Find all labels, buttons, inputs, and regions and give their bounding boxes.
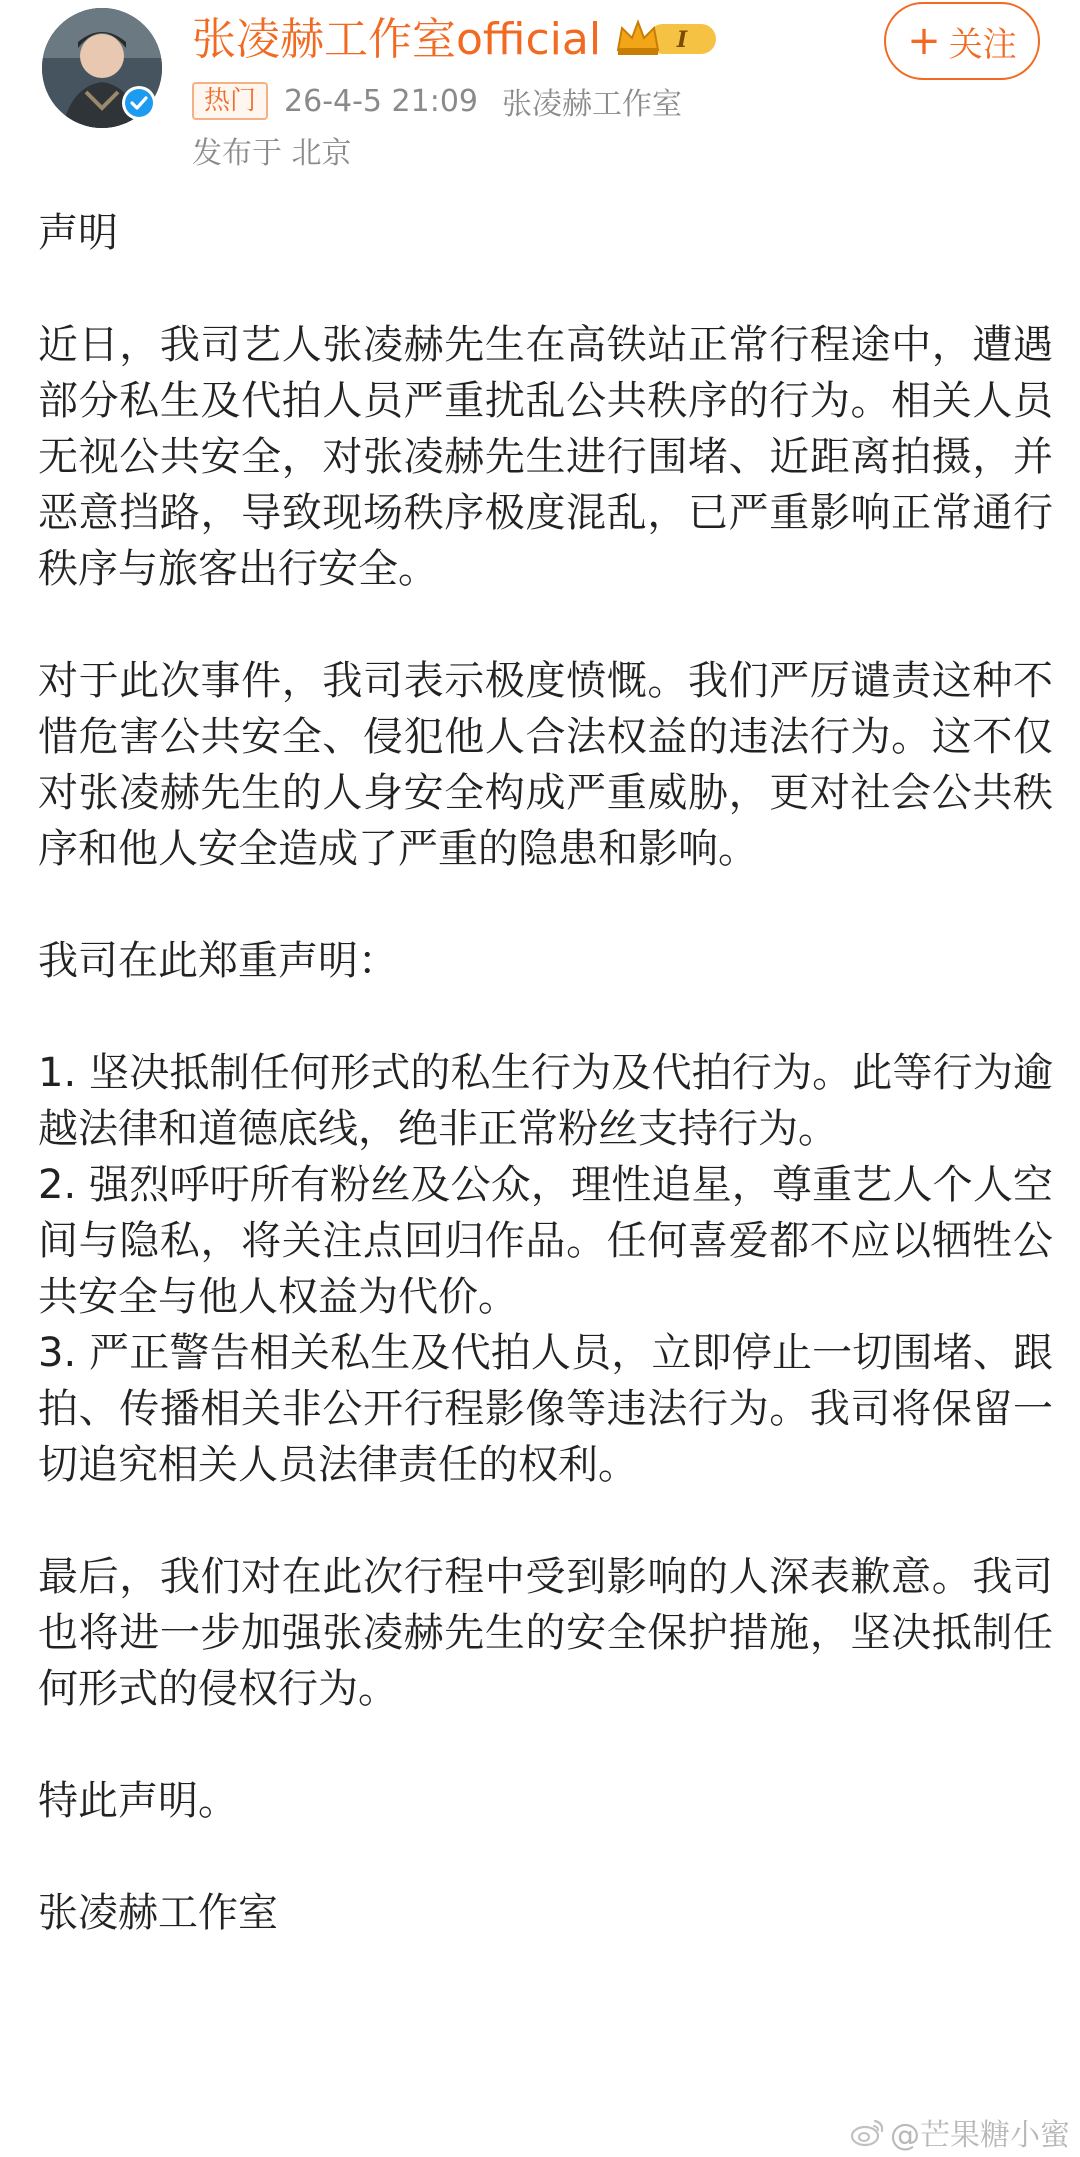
weibo-logo-icon bbox=[850, 2117, 886, 2147]
paragraph-gap bbox=[38, 1717, 1053, 1773]
paragraph-gap bbox=[38, 1829, 1053, 1885]
vip-crown-icon bbox=[614, 16, 720, 60]
post-meta bbox=[192, 80, 682, 122]
paragraph-gap bbox=[38, 1493, 1053, 1549]
watermark-text: @芒果糖小蜜 bbox=[890, 2118, 1070, 2153]
username[interactable]: 张凌赫工作室official bbox=[192, 14, 602, 65]
post-title: 声明 bbox=[38, 210, 118, 256]
verified-badge bbox=[122, 86, 156, 120]
list-item: 3. 严正警告相关私生及代拍人员，立即停止一切围堵、跟拍、传播相关非公开行程影像等违法行为。我司将保留一切追究相关人员法律责任的权利。 bbox=[38, 1330, 1053, 1488]
verified-check-icon bbox=[124, 88, 154, 118]
watermark bbox=[850, 2110, 1070, 2154]
follow-button[interactable] bbox=[884, 2, 1040, 80]
follow-label: 关注 bbox=[948, 24, 1017, 65]
post-paragraph: 最后，我们对在此次行程中受到影响的人深表歉意。我司也将进一步加强张凌赫先生的安全保护措施，坚决抵制任何形式的侵权行为。 bbox=[38, 1554, 1053, 1712]
hot-tag[interactable]: 热门 bbox=[192, 82, 268, 120]
paragraph-gap bbox=[38, 989, 1053, 1045]
paragraph-gap bbox=[38, 877, 1053, 933]
post-signature: 张凌赫工作室 bbox=[38, 1890, 278, 1936]
vip-level: I bbox=[676, 27, 688, 53]
post-paragraph: 对于此次事件，我司表示极度愤慨。我们严厉谴责这种不惜危害公共安全、侵犯他人合法权益的违法行为。这不仅对张凌赫先生的人身安全构成严重威胁，更对社会公共秩序和他人安全造成了严重的隐患和影响。 bbox=[38, 658, 1053, 872]
post-paragraph: 我司在此郑重声明： bbox=[38, 938, 398, 984]
post-header bbox=[0, 0, 1080, 190]
paragraph-gap bbox=[38, 597, 1053, 653]
post-paragraph: 近日，我司艺人张凌赫先生在高铁站正常行程途中，遭遇部分私生及代拍人员严重扰乱公共秩序的行为。相关人员无视公共安全，对张凌赫先生进行围堵、近距离拍摄，并恶意挡路，导致现场秩序极度混乱，已严重影响正常通行秩序与旅客出行安全。 bbox=[38, 322, 1053, 592]
list-item: 1. 坚决抵制任何形式的私生行为及代拍行为。此等行为逾越法律和道德底线，绝非正常粉丝支持行为。 bbox=[38, 1050, 1053, 1152]
paragraph-gap bbox=[38, 261, 1053, 317]
list-item: 2. 强烈呼吁所有粉丝及公众，理性追星，尊重艺人个人空间与隐私，将关注点回归作品。任何喜爱都不应以牺牲公共安全与他人权益为代价。 bbox=[38, 1162, 1053, 1320]
post-paragraph: 特此声明。 bbox=[38, 1778, 238, 1824]
post-time: 26-4-5 21:09 bbox=[284, 83, 479, 119]
post-source: 张凌赫工作室 bbox=[502, 87, 683, 122]
post-location: 发布于 北京 bbox=[192, 136, 352, 171]
post-body bbox=[38, 205, 1053, 1941]
plus-icon: + bbox=[907, 18, 941, 64]
